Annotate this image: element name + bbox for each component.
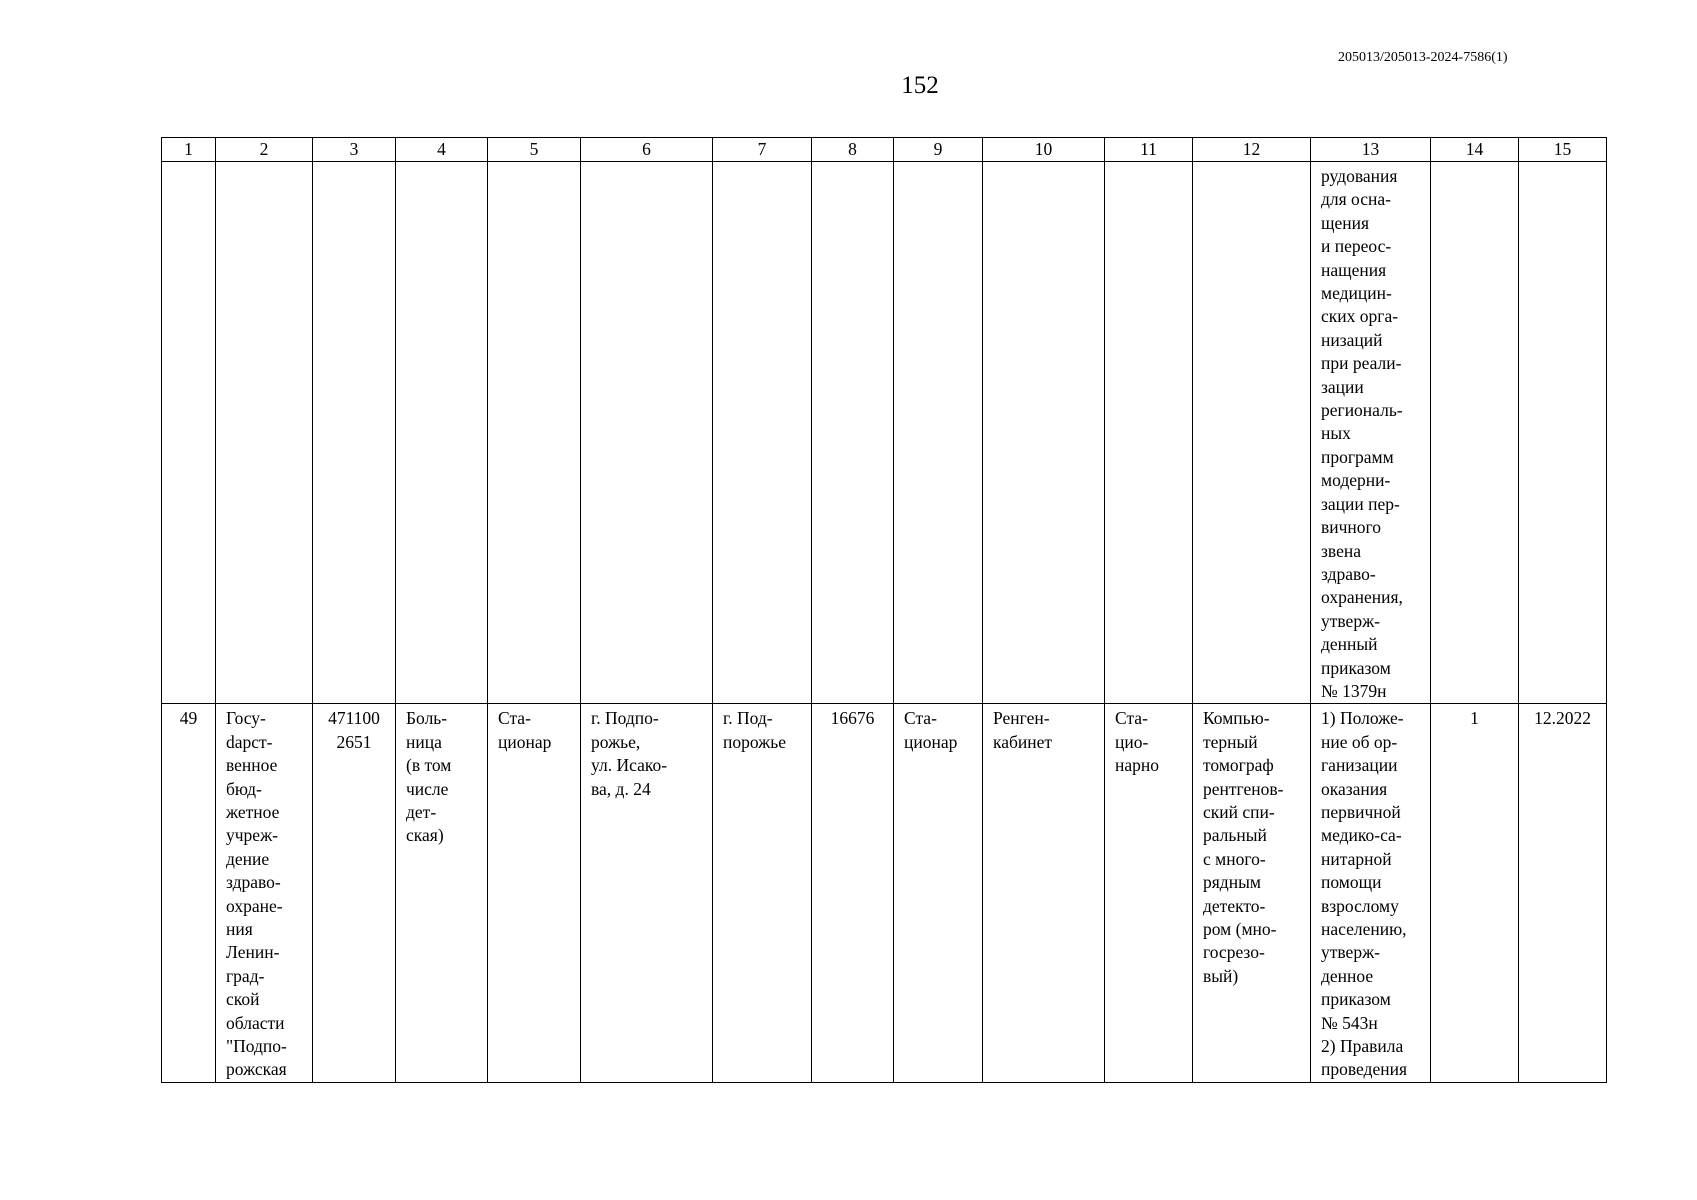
cell-text xyxy=(812,162,893,165)
column-header-8: 8 xyxy=(812,138,894,162)
table-header-row xyxy=(162,138,1607,162)
table-cell xyxy=(216,162,313,704)
cell-text xyxy=(488,162,580,165)
cell-text xyxy=(1193,162,1310,165)
quantity: 1 xyxy=(1470,708,1479,729)
unit: Ста- ционар xyxy=(904,708,958,752)
table-cell-equipment xyxy=(1193,704,1311,1083)
population: 16676 xyxy=(830,708,875,729)
column-header-15: 15 xyxy=(1519,138,1607,162)
cell-text xyxy=(1431,162,1518,165)
table-row-continuation xyxy=(162,162,1607,704)
cell-text xyxy=(1519,162,1606,165)
division: Ста- ционар xyxy=(498,708,552,752)
equipment-name: Компью- терный томограф рентгенов- ский спи- ральный с много- рядным детекто- ром (мно- госрезо- вый) xyxy=(1203,708,1284,986)
column-header-9: 9 xyxy=(894,138,983,162)
table-cell xyxy=(396,162,488,704)
cell-text xyxy=(162,162,215,165)
table-cell xyxy=(812,162,894,704)
room: Ренген- кабинет xyxy=(993,708,1053,752)
column-header-1: 1 xyxy=(162,138,216,162)
table-cell xyxy=(894,162,983,704)
cell-text xyxy=(216,162,312,165)
column-header-3: 3 xyxy=(313,138,396,162)
legal-basis-text: рудования для осна- щения и переос- нащения медицин- ских орга- низаций при реали- зации региональ- ных программ модерни- зации пер- вичного звена здраво- охранения, утверж- денный приказом № 1379н xyxy=(1321,166,1403,701)
table-row-49 xyxy=(162,704,1607,1083)
cell-text xyxy=(713,162,811,165)
cell-text xyxy=(983,162,1104,165)
table-cell-room xyxy=(983,704,1105,1083)
facility-type: Боль- ница (в том числе дет- ская) xyxy=(406,708,452,846)
registry-table xyxy=(161,137,1607,1083)
organization-name: Госу- dарст- венное бюд- жетное учреж- дение здраво- охране- ния Ленин- град- ской области "Подпо- рожская xyxy=(226,708,287,1080)
table-cell-code xyxy=(313,704,396,1083)
table-cell-division xyxy=(488,704,581,1083)
table-cell-locality xyxy=(713,704,812,1083)
column-header-4: 4 xyxy=(396,138,488,162)
organization-code: 471100 2651 xyxy=(328,708,380,752)
care-conditions: Ста- цио- нарно xyxy=(1115,708,1159,776)
table-cell-legal-basis xyxy=(1311,704,1431,1083)
locality: г. Под- порожье xyxy=(723,708,787,752)
table-cell-type xyxy=(396,704,488,1083)
table-cell xyxy=(488,162,581,704)
column-header-11: 11 xyxy=(1105,138,1193,162)
address: г. Подпо- рожье, ул. Исако- ва, д. 24 xyxy=(591,708,668,799)
table-cell-address xyxy=(581,704,713,1083)
table-cell-organization xyxy=(216,704,313,1083)
table-cell xyxy=(1431,162,1519,704)
column-header-7: 7 xyxy=(713,138,812,162)
column-header-2: 2 xyxy=(216,138,313,162)
document-id: 205013/205013-2024-7586(1) xyxy=(1338,50,1508,65)
table-cell-number xyxy=(162,704,216,1083)
table-cell xyxy=(1105,162,1193,704)
cell-text xyxy=(313,162,395,165)
page-number: 152 xyxy=(901,72,939,99)
table-cell-quantity xyxy=(1431,704,1519,1083)
table-cell xyxy=(313,162,396,704)
legal-basis-text: 1) Положе- ние об ор- ганизации оказания первичной медико-са- нитарной помощи взрослому населению, утверж- денное приказом № 543н 2) Правила проведения xyxy=(1321,708,1408,1080)
column-header-13: 13 xyxy=(1311,138,1431,162)
table-cell xyxy=(983,162,1105,704)
table-cell xyxy=(1519,162,1607,704)
date: 12.2022 xyxy=(1534,708,1591,729)
cell-text xyxy=(396,162,487,165)
column-header-14: 14 xyxy=(1431,138,1519,162)
table-cell-population xyxy=(812,704,894,1083)
row-number: 49 xyxy=(179,708,198,729)
column-header-5: 5 xyxy=(488,138,581,162)
table-cell-legal-basis xyxy=(1311,162,1431,704)
cell-text xyxy=(894,162,982,165)
table-cell xyxy=(713,162,812,704)
table-cell xyxy=(1193,162,1311,704)
table-cell xyxy=(581,162,713,704)
table-cell-date xyxy=(1519,704,1607,1083)
table-cell-unit xyxy=(894,704,983,1083)
column-header-10: 10 xyxy=(983,138,1105,162)
column-header-6: 6 xyxy=(581,138,713,162)
cell-text xyxy=(1105,162,1192,165)
column-header-12: 12 xyxy=(1193,138,1311,162)
table-cell-conditions xyxy=(1105,704,1193,1083)
cell-text xyxy=(581,162,712,165)
table-cell xyxy=(162,162,216,704)
